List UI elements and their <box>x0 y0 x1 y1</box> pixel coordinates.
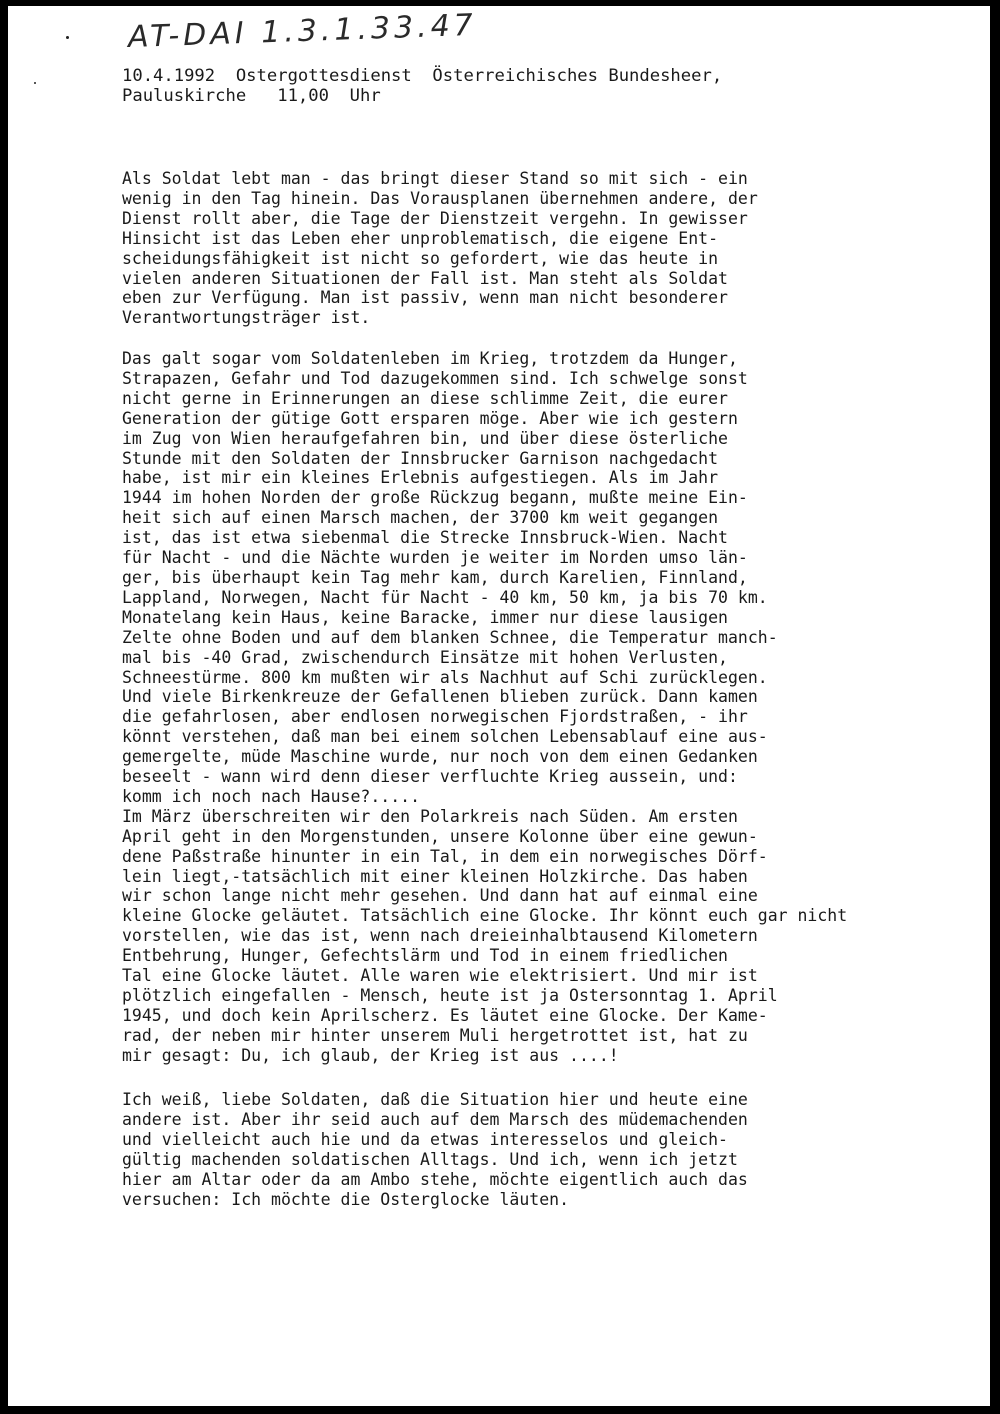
margin-mark <box>34 82 36 84</box>
header-line-date-event: 10.4.1992 Ostergottesdienst Österreichisches Bundesheer, <box>122 66 723 86</box>
paragraph: Das galt sogar vom Soldatenleben im Krieg, trotzdem da Hunger, Strapazen, Gefahr und Tod dazugekommen sind. Ich schwelge sonst nicht gerne in Erinnerungen an diese schlimme Zeit, die eurer Generation der gütige Gott ersparen möge. Aber wie ich gestern im Zug von Wien heraufgefahren bin, und über diese österliche Stunde mit den Soldaten der Innsbrucker Garnison nachgedacht habe, ist mir ein kleines Erlebnis aufgestiegen. Als im Jahr 1944 im hohen Norden der große Rückzug begann, mußte meine Ein- heit sich auf einen Marsch machen, der 3700 km weit gegangen ist, das ist etwa siebenmal die Strecke Innsbruck-Wien. Nacht für Nacht - und die Nächte wurden je weiter im Norden umso län- ger, bis überhaupt kein Tag mehr kam, durch Karelien, Finnland, Lappland, Norwegen, Nacht für Nacht - 40 km, 50 km, ja bis 70 km. Monatelang kein Haus, keine Baracke, immer nur diese lausigen Zelte ohne Boden und auf dem blanken Schnee, die Temperatur manch- mal bis -40 Grad, zwischendurch Einsätze mit hohen Verlusten, Schneestürme. 800 km mußten wir als Nachhut auf Schi zurücklegen. Und viele Birkenkreuze der Gefallenen blieben zurück. Dann kamen die gefahrlosen, aber endlosen norwegischen Fjordstraßen, - ihr könnt verstehen, daß man bei einem solchen Lebensablauf eine aus- gemergelte, müde Maschine wurde, nur noch von dem einen Gedanken beseelt - wann wird denn dieser verfluchte Krieg aussein, und: komm ich noch nach Hause?..... Im März überschreiten wir den Polarkreis nach Süden. Am ersten April geht in den Morgenstunden, unsere Kolonne über eine gewun- dene Paßstraße hinunter in ein Tal, in dem ein norwegisches Dörf- lein liegt,-tatsächlich mit einer kleinen Holzkirche. Das haben wir schon lange nicht mehr gesehen. Und dann hat auf einmal eine kleine Glocke geläutet. Tatsächlich eine Glocke. Ihr könnt euch gar nicht vorstellen, wie das ist, wenn nach dreieinhalbtausend Kilometern Entbehrung, Hunger, Gefechtslärm und Tod in einem friedlichen Tal eine Glocke läutet. Alle waren wie elektrisiert. Und mir ist plötzlich eingefallen - Mensch, heute ist ja Ostersonntag 1. April 1945, und doch kein Aprilscherz. Es läutet eine Glocke. Der Kame- rad, der neben mir hinter unserem Muli hergetrottet ist, hat zu mir gesagt: Du, ich glaub, der Krieg ist aus ....! <box>122 349 848 1065</box>
paragraph: Ich weiß, liebe Soldaten, daß die Situation hier und heute eine andere ist. Aber ihr seid auch auf dem Marsch des müdemachenden und vielleicht auch hie und da etwas interesselos und gleich- gültig machenden soldatischen Alltags. Und ich, wenn ich jetzt hier am Altar oder da am Ambo stehe, möchte eigentlich auch das versuchen: Ich möchte die Osterglocke läuten. <box>122 1090 748 1209</box>
header-line-place-time: Pauluskirche 11,00 Uhr <box>122 86 381 106</box>
document-page <box>8 6 990 1406</box>
margin-mark <box>66 36 69 39</box>
paragraph: Als Soldat lebt man - das bringt dieser Stand so mit sich - ein wenig in den Tag hinein. Das Vorausplanen übernehmen andere, der Dienst rollt aber, die Tage der Dienstzeit vergehn. In gewisser Hinsicht ist das Leben eher unproblematisch, die eigene Ent- scheidungsfähigkeit ist nicht so gefordert, wie das heute in vielen anderen Situationen der Fall ist. Man steht als Soldat eben zur Verfügung. Man ist passiv, wenn man nicht besonderer Verantwortungsträger ist. <box>122 169 758 328</box>
archive-reference: AT-DAI 1.3.1.33.47 <box>127 7 478 55</box>
document-header <box>122 66 722 106</box>
